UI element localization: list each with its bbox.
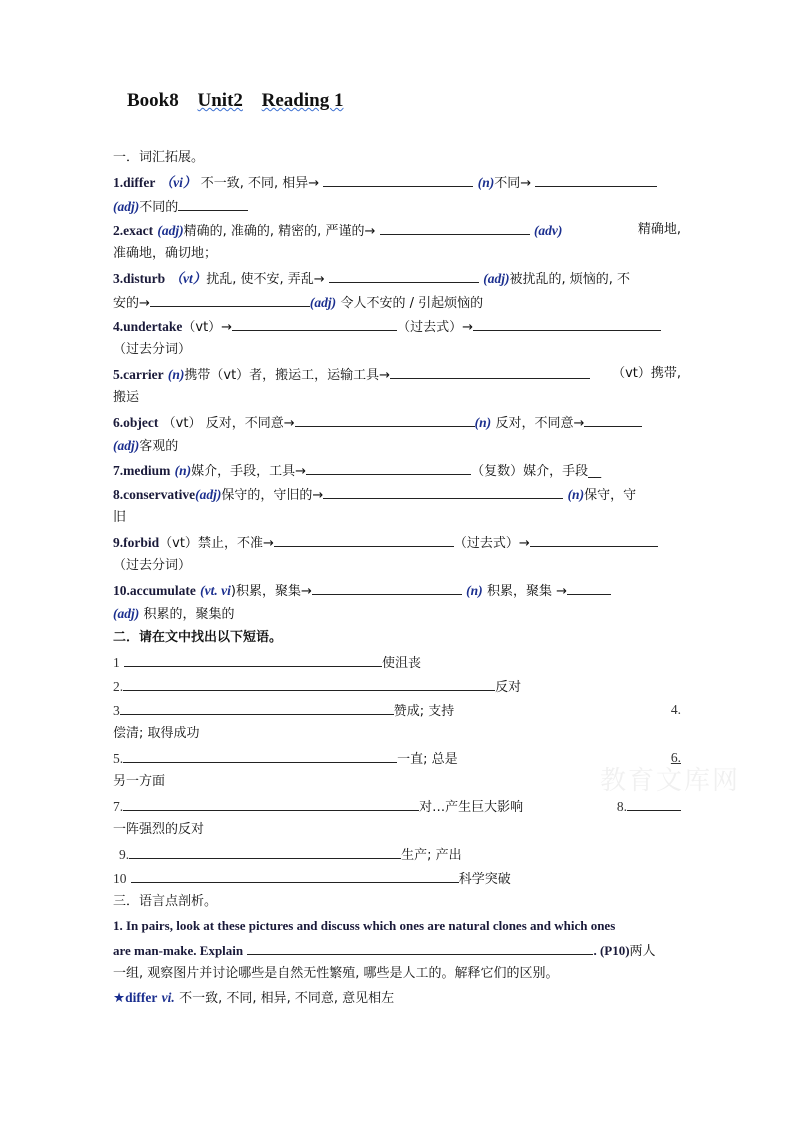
vocab-item-9-cont: （过去分词） [113, 558, 192, 573]
answer-blank[interactable] [312, 578, 462, 595]
vocab-meaning: 媒介，手段，工具→ [191, 464, 307, 479]
vocab-meaning: 被扰乱的, 烦恼的, 不 [509, 272, 631, 287]
question-1-translation: 一组, 观察图片并讨论哪些是自然无性繁殖, 哪些是人工的。解释它们的区别。 [113, 966, 559, 981]
vocab-item-5-cont: 搬运 [113, 390, 140, 405]
phrase-item-6: 另一方面 [113, 774, 166, 789]
pos-label: (adj) [113, 199, 140, 214]
pos-label: （vt） [162, 416, 202, 431]
pos-label: (vt. vi [200, 583, 231, 598]
vocab-item-4-cont: （过去分词） [113, 342, 192, 357]
pos-label: （vi） [159, 175, 197, 190]
answer-blank[interactable] [274, 530, 454, 547]
phrase-item-8: 一阵强烈的反对 [113, 822, 205, 837]
vocab-meaning: （vt）携带, [612, 366, 681, 381]
vocab-meaning: 安的→ [113, 296, 150, 311]
answer-blank[interactable] [567, 578, 611, 595]
pos-label: (n) [174, 463, 192, 478]
title-book: Book8 [127, 90, 179, 111]
vocab-meaning: 精确地, [637, 222, 681, 237]
answer-blank[interactable] [232, 314, 397, 331]
phrase-item-10 [113, 866, 681, 890]
phrase-number: 3 [113, 703, 120, 718]
vocab-item-1 [113, 170, 681, 194]
phrase-meaning: 使沮丧 [382, 656, 422, 671]
vocab-meaning: （过去式）→ [453, 536, 530, 551]
answer-blank[interactable] [123, 746, 397, 763]
vocab-meaning: )积累，聚集→ [230, 584, 312, 599]
keyword-meaning: 不一致, 不同, 相异, 不同意, 意见相左 [179, 991, 395, 1006]
answer-blank[interactable] [124, 650, 382, 667]
vocab-item-6 [113, 410, 681, 434]
phrase-item-3 [113, 698, 681, 722]
answer-blank[interactable] [473, 314, 661, 331]
vocab-word: 5.carrier [113, 367, 164, 382]
vocab-item-6-cont [113, 434, 681, 458]
vocab-meaning: 扰乱, 使不安, 弄乱→ [206, 272, 325, 287]
vocab-meaning: 保守，守 [584, 488, 637, 503]
answer-blank[interactable] [123, 794, 419, 811]
star-icon: ★ [113, 990, 126, 1006]
vocab-meaning: 携带（vt）者，搬运工，运输工具→ [184, 368, 391, 383]
phrase-item-1 [113, 650, 681, 674]
pos-label: （vt） [169, 271, 207, 286]
question-text: are man-make. Explain [113, 943, 244, 958]
pos-label: (n) [466, 583, 483, 598]
pos-label: （vt）→ [182, 320, 233, 335]
section1-heading: 一．词汇拓展。 [113, 150, 205, 165]
answer-blank[interactable] [129, 842, 401, 859]
answer-blank[interactable] [535, 170, 657, 187]
answer-blank[interactable] [150, 290, 310, 307]
answer-blank[interactable] [530, 530, 658, 547]
pos-label: （vt） [159, 536, 198, 551]
phrase-item-4: 偿清; 取得成功 [113, 726, 200, 741]
pos-label: (n) [477, 175, 495, 190]
pos-label: (adj) [157, 223, 184, 238]
answer-blank[interactable] [120, 698, 394, 715]
vocab-word: 7.medium [113, 463, 171, 478]
phrase-number: 9. [119, 847, 130, 862]
pos-label: (n) [474, 415, 492, 430]
pos-label: (n) [567, 487, 585, 502]
answer-blank[interactable] [131, 866, 459, 883]
answer-blank[interactable] [247, 938, 593, 955]
phrase-meaning: 赞成; 支持 [393, 704, 455, 719]
watermark: 教育文库网 [600, 766, 741, 796]
pos-label: (n) [167, 367, 185, 382]
vocab-meaning: 不同的 [139, 200, 179, 215]
answer-blank[interactable] [306, 458, 471, 475]
pos-label: (adj) [113, 438, 140, 453]
vocab-meaning: 令人不安的 / 引起烦恼的 [340, 296, 484, 311]
answer-blank[interactable] [390, 362, 590, 379]
vocab-word: 9.forbid [113, 535, 160, 550]
phrase-meaning: 反对 [495, 680, 522, 695]
vocab-item-2 [113, 218, 681, 242]
vocab-item-8-cont: 旧 [113, 510, 127, 525]
question-1-text: 1. In pairs, look at these pictures and discuss which ones are natural clones and which ones [113, 918, 616, 933]
phrase-number: 7. [113, 799, 124, 814]
answer-blank[interactable] [584, 410, 642, 427]
page-title [127, 90, 343, 112]
vocab-item-7 [113, 458, 681, 482]
question-text: 两人 [629, 944, 656, 959]
vocab-meaning: 积累，聚集 → [486, 584, 567, 599]
phrase-number: 1 [113, 655, 120, 670]
vocab-meaning: 不同→ [494, 176, 532, 191]
vocab-word: 2.exact [113, 223, 154, 238]
pos-label: (adj) [309, 295, 337, 310]
section2-heading: 二．请在文中找出以下短语。 [113, 630, 283, 645]
phrase-number: 10 [113, 871, 127, 886]
vocab-meaning: 客观的 [139, 439, 179, 454]
pos-label: (adj) [483, 271, 510, 286]
pos-label: (adj) [113, 606, 140, 621]
vocab-item-3-cont [113, 290, 681, 314]
phrase-item-9 [119, 842, 687, 866]
pos-label: vi. [161, 990, 175, 1005]
vocab-meaning: 反对，不同意→ [205, 416, 295, 431]
answer-blank[interactable] [123, 674, 495, 691]
answer-blank[interactable] [380, 218, 530, 235]
phrase-meaning: 生产; 产出 [401, 848, 462, 863]
vocab-meaning: 反对，不同意→ [495, 416, 585, 431]
phrase-8-start [617, 794, 681, 819]
vocab-item-10-cont [113, 602, 681, 626]
phrase-meaning: 一直; 总是 [397, 752, 458, 767]
phrase-item-7 [113, 794, 681, 818]
answer-blank[interactable] [329, 266, 479, 283]
answer-blank[interactable] [323, 482, 563, 499]
vocab-item-9 [113, 530, 681, 554]
vocab-item-8 [113, 482, 681, 506]
vocab-meaning: 保守的，守旧的→ [221, 488, 324, 503]
phrase-meaning: 对…产生巨大影响 [419, 800, 524, 815]
vocab-item-1-cont [113, 194, 681, 218]
vocab-word: 6.object [113, 415, 159, 430]
vocab-word: 8.conservative [113, 487, 196, 502]
answer-blank[interactable] [323, 170, 473, 187]
vocab-item-4 [113, 314, 681, 338]
phrase-number: 5. [113, 751, 124, 766]
vocab-word: 4.undertake [113, 319, 183, 334]
phrase-number: 6. [670, 750, 681, 765]
answer-blank[interactable] [178, 194, 248, 211]
keyword-note [113, 986, 681, 1010]
title-reading: Reading 1 [261, 90, 344, 111]
section3-heading: 三．语言点剖析。 [113, 894, 218, 909]
vocab-item-3 [113, 266, 681, 290]
vocab-meaning: 积累的，聚集的 [143, 607, 235, 622]
answer-blank[interactable] [295, 410, 475, 427]
vocab-meaning: （过去式）→ [397, 320, 473, 335]
keyword: differ [125, 990, 158, 1005]
vocab-item-10 [113, 578, 681, 602]
vocab-meaning: 不一致, 不同, 相异→ [200, 176, 320, 191]
phrase-number: 8. [616, 799, 627, 814]
phrase-number: 2. [113, 679, 124, 694]
phrase-number: 4. [670, 702, 681, 717]
vocab-meaning: 精确的, 准确的, 精密的, 严谨的→ [183, 224, 376, 239]
vocab-meaning: （复数）媒介，手段__ [471, 464, 602, 479]
phrase-item-2 [113, 674, 681, 698]
question-1-cont [113, 938, 681, 962]
vocab-word: 10.accumulate [113, 583, 196, 598]
title-unit: Unit2 [197, 90, 243, 111]
phrase-meaning: 科学突破 [458, 872, 511, 887]
vocab-word: 1.differ [113, 175, 156, 190]
pos-label: (adv) [533, 223, 563, 238]
vocab-meaning: 禁止，不准→ [197, 536, 274, 551]
phrase-item-5 [113, 746, 681, 770]
pos-label: (adj) [195, 487, 222, 502]
vocab-word: 3.disturb [113, 271, 166, 286]
vocab-item-2-cont: 准确地，确切地； [113, 246, 218, 261]
question-text: . (P10) [593, 943, 630, 958]
vocab-item-5 [113, 362, 681, 386]
